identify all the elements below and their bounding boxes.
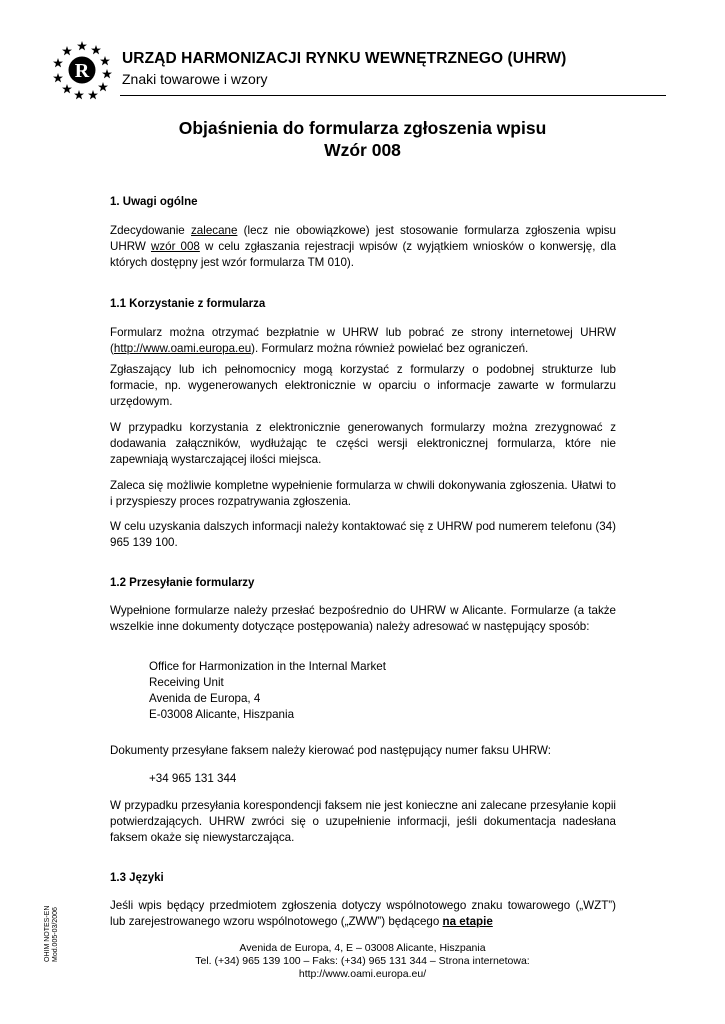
paragraph-general: Zdecydowanie zalecane (lecz nie obowiązkowe) jest stosowanie formularza zgłoszenia wpisu UHRW wzór 008 w celu zgłaszania rejestracji wpisów (z wyjątkiem wniosków o konwersję, dla których dostępny jest wzór formularza TM 010).	[110, 224, 617, 269]
link-form-008[interactable]: wzór 008	[150, 240, 200, 253]
paragraph-similar-forms: Zgłaszający lub ich pełnomocnicy mogą korzystać z formularzy o podobnej strukturze lub formacie, np. wygenerowanych elektronicznie w oparciu o informacje zawarte w formularzu urzędowym.	[110, 363, 616, 408]
paragraph-complete-form: Zaleca się możliwie kompletne wypełnienie formularza w chwili dokonywania zgłoszenia. Ułatwi to i przyspieszy proces rozpatrywania zgłoszenia.	[110, 479, 616, 508]
svg-text:R: R	[74, 60, 90, 82]
section-heading-sending-forms: 1.2 Przesyłanie formularzy	[110, 577, 255, 589]
link-recommended[interactable]: zalecane	[191, 224, 238, 237]
header-divider	[120, 95, 666, 96]
address-line: Receiving Unit	[149, 676, 224, 689]
ohim-logo	[52, 40, 112, 100]
footer-address: Avenida de Europa, 4, E – 03008 Alicante, Hiszpania	[239, 942, 486, 954]
organization-name: URZĄD HARMONIZACJI RYNKU WEWNĘTRZNEGO (UHRW)	[122, 50, 567, 67]
paragraph-send-to-alicante: Wypełnione formularze należy przesłać bezpośrednio do UHRW w Alicante. Formularze (a także wszelkie inne dokumenty dotyczące postępowania) należy adresować w następujący sposób:	[110, 604, 616, 633]
address-line: Avenida de Europa, 4	[149, 692, 261, 705]
address-line: Office for Harmonization in the Internal Market	[149, 660, 386, 673]
fax-number: +34 965 131 344	[149, 772, 237, 785]
paragraph-obtain-form: Formularz można otrzymać bezpłatnie w UHRW lub pobrać ze strony internetowej UHRW (http://www.oami.europa.eu). Formularz można również powielać bez ograniczeń.	[110, 326, 616, 355]
paragraph-fax-instructions: Dokumenty przesyłane faksem należy kierować pod następujący numer faksu UHRW:	[110, 744, 551, 757]
document-reference-note: OHIM NOTES-EN Mod.005-03/2006	[44, 905, 59, 962]
document-subtitle: Wzór 008	[324, 140, 401, 160]
organization-subtitle: Znaki towarowe i wzory	[122, 71, 268, 87]
paragraph-electronic-forms: W przypadku korzystania z elektronicznie generowanych formularzy można zrezygnować z dodawania załączników, wydłużając te części wersji elektronicznej formularza, które nie zapewniają wystarczającej ilości miejsca.	[110, 421, 616, 466]
postal-address	[149, 659, 386, 723]
page-footer	[0, 942, 725, 981]
section-heading-using-form: 1.1 Korzystanie z formularza	[110, 298, 266, 310]
document-title: Objaśnienia do formularza zgłoszenia wpisu	[178, 118, 547, 138]
section-heading-languages: 1.3 Języki	[110, 872, 164, 884]
paragraph-fax-confirmation: W przypadku przesyłania korespondencji faksem nie jest konieczne ani zalecane przesyłanie kopii potwierdzających. UHRW zwróci się o uzupełnienie informacji, jeśli dokumentacja nadesłana faksem okaże się niewystarczająca.	[110, 799, 616, 844]
footer-contact: Tel. (+34) 965 139 100 – Faks: (+34) 965 131 344 – Strona internetowa:	[195, 955, 530, 967]
address-line: E-03008 Alicante, Hiszpania	[149, 708, 295, 721]
section-heading-general: 1. Uwagi ogólne	[110, 196, 198, 208]
link-oami-website[interactable]: http://www.oami.europa.eu	[113, 342, 252, 355]
paragraph-languages: Jeśli wpis będący przedmiotem zgłoszenia dotyczy wspólnotowego znaku towarowego („WZT”) lub zarejestrowanego wzoru wspólnotowego („ZWW”) będącego na etapie	[110, 899, 616, 928]
footer-website: http://www.oami.europa.eu/	[298, 968, 427, 980]
paragraph-contact: W celu uzyskania dalszych informacji należy kontaktować się z UHRW pod numerem telefonu (34) 965 139 100.	[110, 520, 616, 549]
